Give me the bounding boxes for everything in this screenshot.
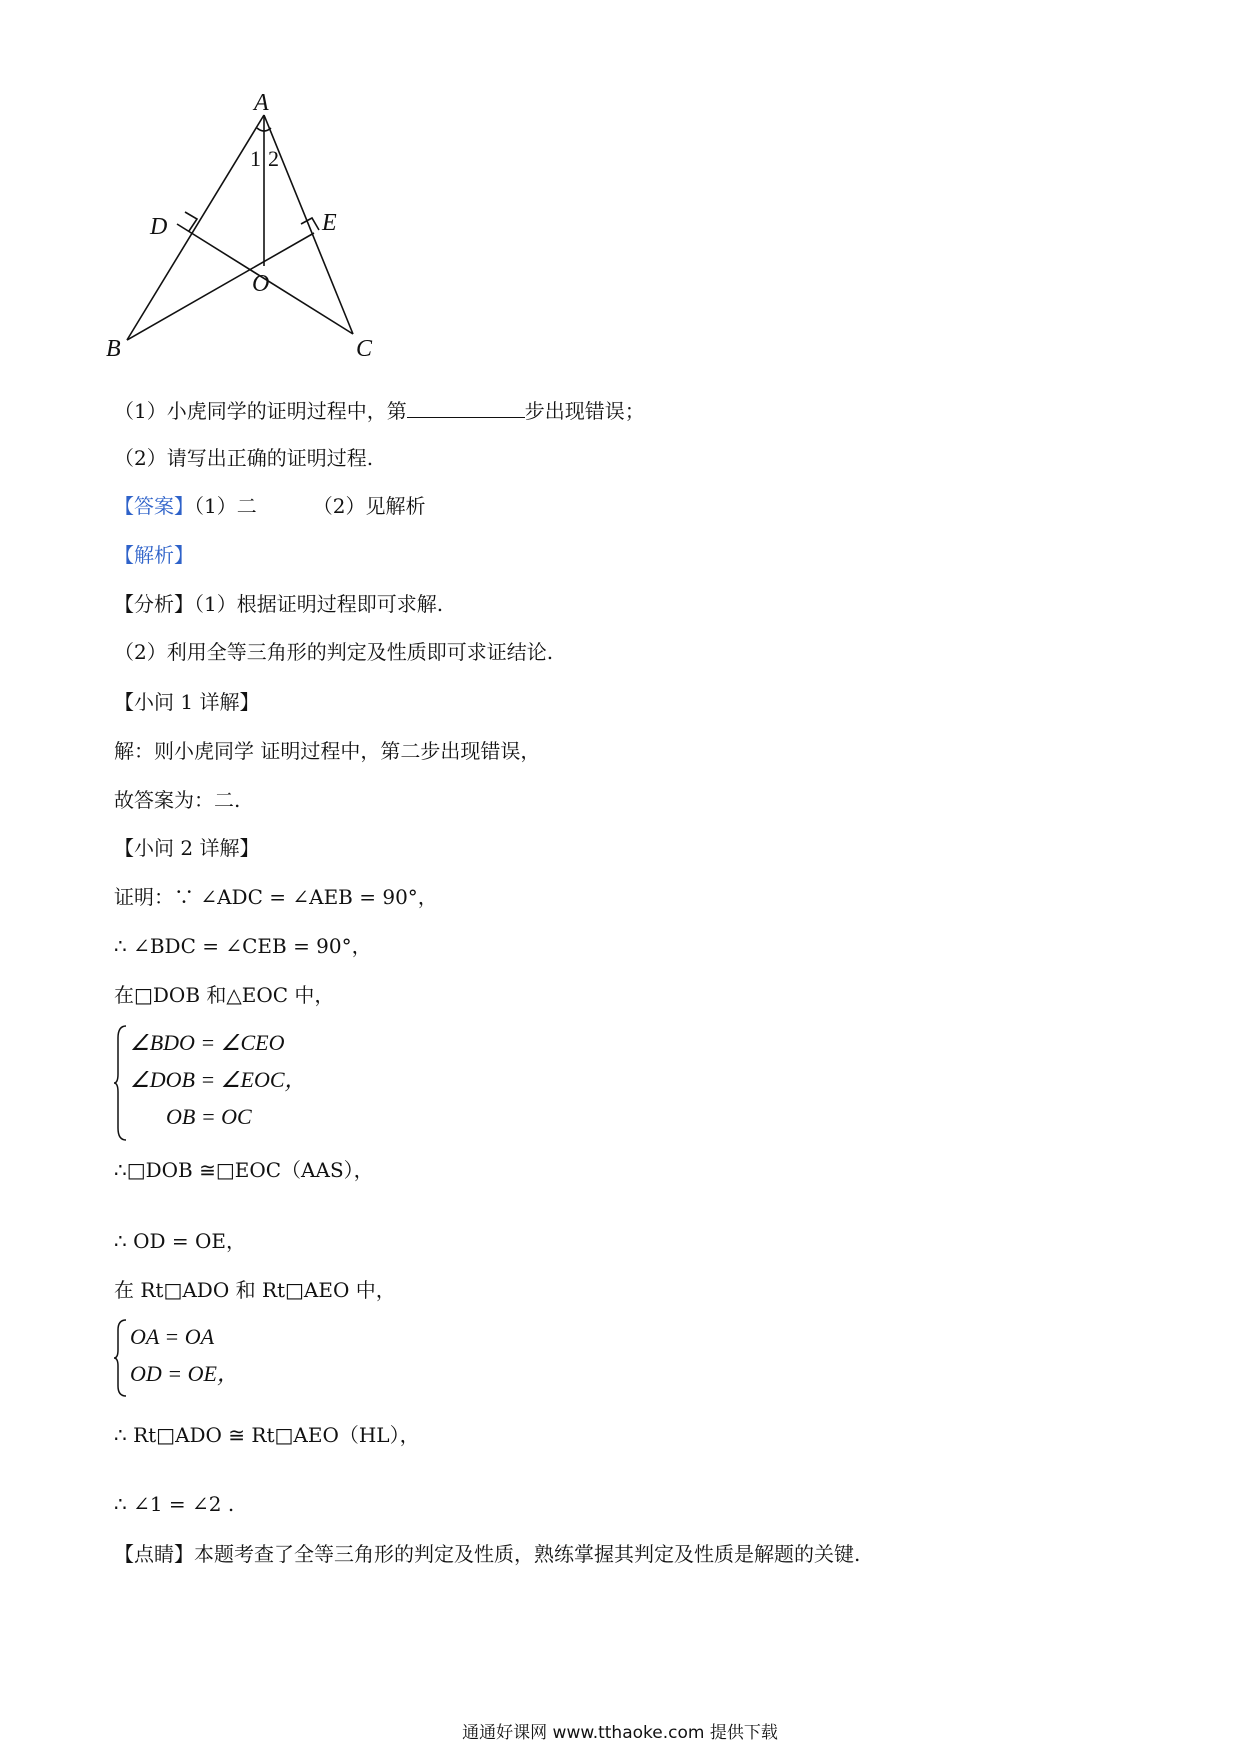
dianjing-tag: 【点睛】 <box>114 1542 194 1566</box>
label-C: C <box>356 336 373 362</box>
system-1-eq-2: ∠DOB = ∠EOC， <box>130 1067 307 1092</box>
answer-part-2: （2）见解析 <box>312 494 426 518</box>
analysis-tag: 【解析】 <box>114 543 194 567</box>
system-2-eq-2: OD = OE， <box>130 1361 239 1386</box>
sub2-header: 【小问 2 详解】 <box>114 836 260 860</box>
proof-line-3: 在□DOB 和△EOC 中， <box>114 983 335 1007</box>
system-2-eq-1: OA = OA <box>130 1324 215 1349</box>
proof-line-8: ∴ ∠1 = ∠2 . <box>114 1492 235 1516</box>
proof-line-6: 在 Rt□ADO 和 Rt□AEO 中， <box>114 1278 396 1302</box>
sub1-header: 【小问 1 详解】 <box>114 690 260 714</box>
label-angle-1: 1 <box>250 146 261 171</box>
sub1-line-1: 解：则小虎同学 证明过程中，第二步出现错误， <box>114 739 541 763</box>
left-brace-icon <box>114 1318 128 1398</box>
left-brace-icon <box>114 1024 128 1142</box>
label-angle-2: 2 <box>268 146 279 171</box>
fenxi-line-2: （2）利用全等三角形的判定及性质即可求证结论. <box>114 640 554 664</box>
fenxi-line-1 <box>114 590 443 618</box>
system-1-eq-3: OB = OC <box>166 1104 252 1129</box>
proof-line-7: ∴ Rt□ADO ≅ Rt□AEO（HL）， <box>114 1423 420 1447</box>
fenxi-tag: 【分析】 <box>114 592 194 616</box>
question-1-suffix: 步出现错误； <box>524 399 645 423</box>
page-footer: 通通好课网 www.tthaoke.com 提供下载 <box>462 1723 778 1743</box>
label-B: B <box>106 336 121 362</box>
sub1-line-2: 故答案为：二. <box>114 788 241 812</box>
proof-line-2: ∴ ∠BDC = ∠CEB = 90°， <box>114 934 372 958</box>
fenxi-text-1: （1）根据证明过程即可求解. <box>194 592 444 616</box>
system-1-eq-1: ∠BDO = ∠CEO <box>130 1030 285 1055</box>
proof-line-4: ∴□DOB ≅□EOC（AAS）， <box>114 1158 374 1182</box>
label-O: O <box>252 271 270 297</box>
answer-line <box>114 492 425 520</box>
dianjing-line <box>114 1540 860 1568</box>
question-1 <box>114 397 645 425</box>
label-D: D <box>150 214 168 240</box>
proof-line-5: ∴ OD = OE， <box>114 1229 246 1253</box>
label-E: E <box>322 210 337 236</box>
answer-blank <box>407 397 525 418</box>
geometry-figure <box>100 88 440 388</box>
answer-part-1: （1）二 <box>194 494 257 518</box>
dianjing-text: 本题考查了全等三角形的判定及性质，熟练掌握其判定及性质是解题的关键. <box>194 1542 861 1566</box>
question-2: （2）请写出正确的证明过程. <box>114 446 374 470</box>
question-1-prefix: （1）小虎同学的证明过程中，第 <box>114 399 407 423</box>
proof-line-1: 证明：∵ ∠ADC = ∠AEB = 90°， <box>114 885 438 909</box>
triangle-diagram <box>100 88 440 388</box>
answer-tag: 【答案】 <box>114 494 194 518</box>
label-A: A <box>254 90 269 116</box>
